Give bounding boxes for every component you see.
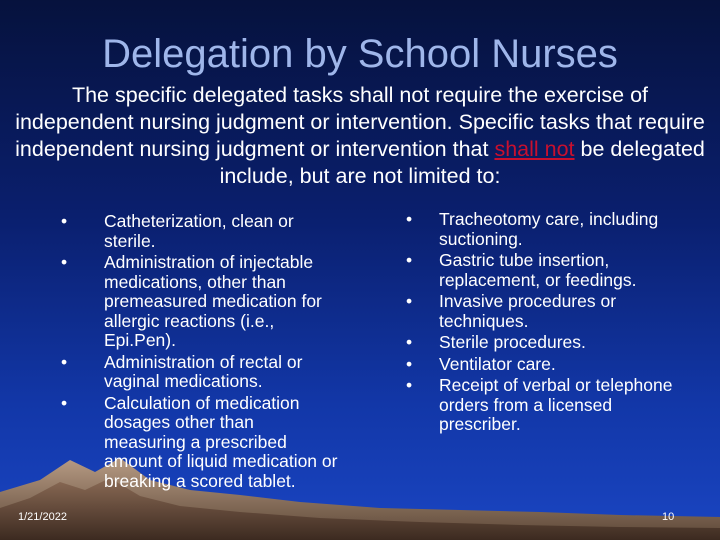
left-bullet-list bbox=[61, 211, 340, 493]
list-item bbox=[61, 351, 340, 392]
slide-title: Delegation by School Nurses bbox=[102, 32, 618, 76]
intro-paragraph bbox=[14, 82, 706, 190]
right-bullet-list bbox=[406, 209, 679, 437]
list-item bbox=[406, 353, 679, 375]
bullet-icon: • bbox=[61, 392, 68, 413]
intro-text-start: The specific delegated tasks shall not require the exercise of independent nursing judgment or intervention. Specific tasks that require independent nursing judgment or intervention that bbox=[15, 83, 705, 161]
list-item-text: Receipt of verbal or telephone orders from a licensed prescriber. bbox=[439, 375, 673, 434]
list-item bbox=[406, 291, 679, 331]
list-item-text: Administration of injectable medications, other than premeasured medication for allergic reactions (i.e., Epi.Pen). bbox=[104, 252, 322, 350]
list-item bbox=[406, 375, 679, 435]
bullet-icon: • bbox=[61, 351, 68, 372]
intro-text-end: be delegated include, but are not limited to: bbox=[219, 137, 705, 188]
bullet-icon: • bbox=[61, 211, 68, 231]
bullet-icon: • bbox=[406, 291, 413, 311]
list-item-text: Sterile procedures. bbox=[439, 332, 586, 352]
bullet-icon: • bbox=[406, 209, 413, 229]
footer-date: 1/21/2022 bbox=[18, 511, 67, 523]
bullet-icon: • bbox=[406, 250, 413, 270]
list-item-text: Ventilator care. bbox=[439, 353, 556, 374]
list-item bbox=[61, 252, 340, 351]
list-item-text: Tracheotomy care, including suctioning. bbox=[439, 209, 659, 249]
intro-highlight: shall not bbox=[494, 137, 575, 161]
list-item-text: Invasive procedures or techniques. bbox=[439, 291, 617, 331]
list-item bbox=[61, 392, 340, 492]
list-item-text: Calculation of medication dosages other than measuring a prescribed amount of liquid medication or breaking a scored tablet. bbox=[104, 392, 338, 491]
list-item bbox=[61, 211, 340, 251]
list-item bbox=[406, 209, 679, 249]
slide-number: 10 bbox=[662, 511, 675, 523]
list-item-text: Catheterization, clean or sterile. bbox=[104, 211, 294, 251]
bullet-icon: • bbox=[61, 252, 68, 272]
bullet-icon: • bbox=[406, 332, 413, 352]
list-item bbox=[406, 250, 679, 290]
list-item bbox=[406, 332, 679, 353]
list-item-text: Gastric tube insertion, replacement, or feedings. bbox=[439, 250, 637, 290]
list-item-text: Administration of rectal or vaginal medications. bbox=[104, 351, 303, 391]
bullet-icon: • bbox=[406, 353, 413, 374]
bullet-icon: • bbox=[406, 375, 413, 395]
